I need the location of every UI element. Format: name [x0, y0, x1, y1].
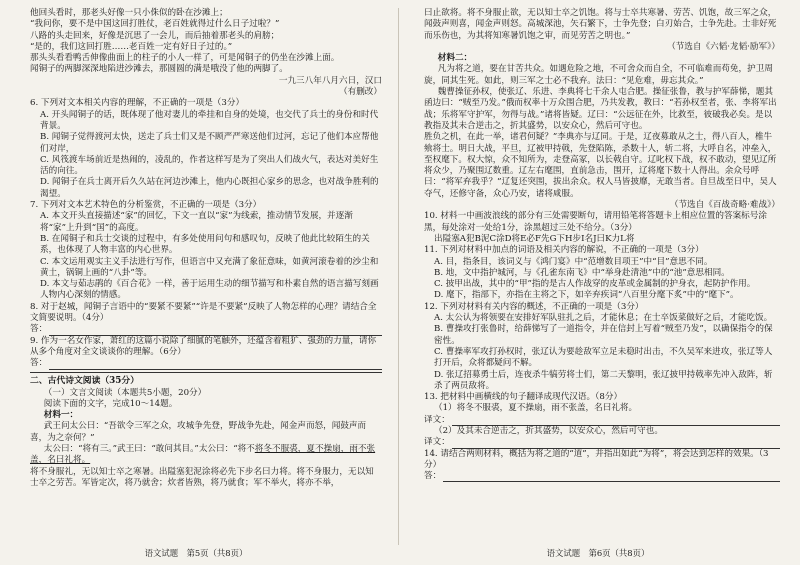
story-line: 八路的头走回来，好像是沉思了一会儿，而后抽着那老头的肩膀； [30, 30, 280, 41]
q12-option-a: A. 太公认为将领要在安排好军队驻扎之后，才能休息；在士卒饭菜做好之后，才能吃饭。 [434, 313, 773, 324]
q6-option-a: A. 开头闻铜子的话，既体现了他对妻儿的牵挂和自身的处境，也交代了兵士的身份和时代背景。 [40, 109, 379, 131]
underlined-sentence: 将冬不服裘，夏不操扇，雨不张盖，名曰礼将。 [30, 443, 376, 466]
material-2-para: 魏曹操征孙权，使张辽、乐进、李典将七千余人屯合肥。操征张鲁，教与护军薛悌，题其函边曰：“贼至乃发。”俄而权率十万众围合肥，乃共发教，教曰：“若孙权至者，张、李将军出战；乐将军守护军，勿得与战。”诸将皆疑。辽曰：“公远征在外，比救至，彼破我必矣。是以教指及其未合逆击之，折其盛势，以安众心，然后可守也。 [424, 87, 777, 131]
answer-line [452, 416, 780, 426]
question-9-stem: 9. 作为一名女作家，萧红的这篇小说除了细腻的笔触外，还蕴含着粗犷、强劲的力量，请你从多个角度对全文谈谈你的理解。（6分） [30, 335, 377, 357]
source-1: （节选自《六韬·龙韬·励军》） [667, 41, 780, 52]
q11-option-c: C. 披甲出战，其中的“甲”指的是古人作战穿的皮革或金属制的护身衣，起防护作用。 [434, 279, 756, 290]
q6-option-d: D. 闻铜子在兵士离开后久久站在河边沙滩上，他内心既担心家乡的思念，也对战争胜利的渴望。 [40, 177, 379, 199]
q14-answer-area[interactable] [424, 471, 780, 482]
question-13-stem: 13. 把材料中画横线的句子翻译成现代汉语。（8分） [424, 392, 623, 403]
q7-option-a: A. 本文开头直接描述“家”的回忆，下文一直以“家”为线索，推动情节发展，并逐渐将“家”上升到“国”的高度。 [40, 211, 353, 233]
page-6 [402, 0, 794, 565]
q7-option-b: B. 在闻铜子和兵士交谈的过程中，有多处使用问句和感叹句，反映了他此比较陌生的关系，也体现了人物丰富的内心世界。 [40, 233, 370, 256]
page-footer: 语文试题 第5页（共8页） [144, 548, 248, 558]
story-line: 闻铜子的两脚深深地陷进沙滩去，那圆圆的满是哦没了他的两脚了。 [30, 64, 288, 75]
material-1-para: 太公曰：“将有三。”武王曰：“敢问其目。”太公曰：“将不将冬不服裘，夏不操扇，雨不张盖，名曰礼将。 [30, 443, 376, 466]
story-line: “我问你，要不是中国这回打胜仗，老百姓就得过什么日子过啦？” [30, 19, 280, 30]
q9-answer-label: 答： [30, 358, 48, 369]
q13-translation-2[interactable] [424, 437, 780, 448]
answer-line [452, 439, 780, 449]
page-5 [0, 0, 392, 565]
question-12-stem: 12. 下列对材料有关内容的概述，不正确的一项是（3分） [424, 301, 644, 312]
reading-instruction: 阅读下面的文字，完成10～14题。 [43, 398, 178, 409]
story-line: 他回头看时，那老头好像一只小侏似的卧在沙滩上； [30, 8, 228, 18]
question-10-stem: 10. 材料一中画波浪线的部分有三处需要断句，请用铅笔将答题卡上相应位置的答案标号涂黑，每处涂对一处给1分，涂黑超过三处不给分。（3分） [424, 211, 767, 233]
story-deletion-note: （有删改） [339, 87, 382, 98]
subsection-title: （一）文言文阅读（本题共5小题，20分） [43, 387, 207, 398]
story-line: “是的，我们这回打胜……老百姓一定有好日子过的。” [30, 41, 233, 52]
q8-answer-label: 答： [30, 324, 48, 335]
translation-label: 译文： [424, 437, 450, 448]
question-8-stem: 8. 对于赵城，闻铜子言语中的“要紧不要紧”“许是不要紧”反映了人物怎样的心理？请结合全文简要说明。（4分） [30, 301, 377, 324]
q6-option-b: B. 闻铜子觉得渡河太快，送走了兵士们又是不顾严严寒送他们过河，忘记了他们本应帮他们对岸， [40, 132, 379, 154]
answer-line [443, 472, 780, 482]
q6-option-c: C. 风筏渡车场前近是热闹的，凌乱的，作者这样写是为了突出人们战火气，表达对美好生活的向往。 [40, 154, 379, 177]
material-1-cont: 曰止欲将。将不身服止欲，无以知士卒之饥饱。将与士卒共寒暑、劳苦、饥饱，故三军之众，闻鼓声则喜，闻金声则怒。高城深池，矢石繁下，士争先登；白刃始合，士争先赴。士非好死而乐伤也，为其将知寒暑饥饱之审，而见劳苦之明也。” [424, 8, 777, 41]
material-2-para: 胜负之机，在此一举，诸君何疑？”李典亦与辽同。于是，辽夜募敢从之士，得八百人，椎牛飨将士。明日大战，平旦，辽被甲持戟，先登陷陈，杀数十人，斩二将，大呼自名，冲垒入，至权麾下。权大惊，众不知所为，走登高冢，以长戟自守。辽叱权下战，权不敢动，望见辽所将众少，乃聚围辽数重。辽左右麾围，直前急击，围开，辽将麾下数十人得出。余众号呼曰：“将军弃我乎？”辽复还突围，拔出余众。权人马皆披靡，无敢当者。自旦战至日中，吴人夺气，还修守备，众心乃安，诸将咸服。 [424, 132, 777, 199]
q12-option-d: D. 张辽招募勇士后，连夜杀牛犒劳将士们，第二天黎明，张辽披甲持戟率先冲入敌阵，斩杀了两员敌将。 [434, 369, 773, 391]
q10-sequence: 出隘塞A犯B泥C涂D将E必F先G下H步I名J曰K力L将 [434, 233, 635, 244]
answer-line [49, 360, 382, 370]
page-divider [398, 8, 399, 545]
material-1-para: 武王问太公曰：“吾欲令三军之众，攻城争先登，野战争先赴，闻金声而怒，闻鼓声而喜，为之奈何？” [30, 421, 367, 443]
material-1-para: 将不身服礼，无以知士卒之寒暑。出隘塞犯泥涂将必先下步名曰力将。将不身服力，无以知士卒之劳苦。军皆定次，将乃就舍；炊者皆熟，将乃就食；军不举火，将亦不举， [30, 466, 374, 488]
material-2-para: 凡为将之道，要在甘苦共众。如遇危险之地，不可舍众而自全，不可临难而苟免，护卫周旋，同其生死。如此，则三军之士必不我弃。法曰：“见危难，毋忘其众。” [424, 64, 773, 86]
q9-answer-area[interactable] [30, 358, 382, 369]
q14-answer-label: 答： [424, 471, 442, 482]
q7-option-d: D. 本文与茹志鹃的《百合花》一样，善于运用生动的细节描写和朴素自然的语言描写刻画人物内心深刻的情感。 [40, 279, 379, 301]
story-line: 那头头看看鸭舌伸像曲面上的柱子的小人一样了，可是闻铜子的仍坐在沙滩上面。 [30, 53, 340, 64]
question-11-stem: 11. 下列对材料中加点的词语及相关内容的解说，不正确的一项是（3分） [424, 245, 704, 256]
q12-option-b: B. 曹操攻打张鲁时，给薛悌写了一道指令，并在信封上写着“贼至乃发”，以确保指令的保密性。 [434, 324, 773, 346]
material-2-label: 材料二： [437, 53, 473, 64]
q11-option-a: A. 目，指条目，该词义与《鸿门宴》中“范增数目项王”中“目”意思不同。 [434, 256, 713, 267]
question-6-stem: 6. 下列对文本相关内容的理解，不正确的一项是（3分） [30, 98, 245, 109]
q13-sentence-1: （1）将冬不服裘，夏不操扇，雨不张盖，名曰礼将。 [434, 403, 638, 414]
section-2-title: 二、古代诗文阅读（35分） [30, 375, 140, 386]
translation-label: 译文： [424, 414, 450, 425]
q7-option-c: C. 本文运用观实主义手法进行写作，但语言中又充满了象征意味，如黄河滚卷着的沙尘和黄土，锅铜上画的“八卦”等。 [40, 256, 379, 278]
page-footer: 语文试题 第6页（共8页） [546, 548, 650, 558]
q11-option-b: B. 地，文中指护城河，与《孔雀东南飞》中“举身赴清池”中的“池”意思相同。 [434, 267, 730, 278]
q13-sentence-2: （2）及其未合逆击之，折其盛势，以安众心，然后可守也。 [434, 425, 663, 436]
q11-option-d: D. 麾下，指部下，亦指在主将之下，如辛弃疾词“八百里分麾下炙”中的“麾下”。 [434, 290, 739, 301]
section-divider [30, 372, 382, 373]
q8-answer-area[interactable] [30, 324, 382, 335]
answer-line [49, 326, 382, 336]
q12-option-c: C. 曹操率军攻打孙权时，张辽认为要趁敌军立足未稳时出击，不久吴军来进攻，张辽等人打开后，众将都疑问不解。 [434, 346, 773, 369]
question-14-stem: 14. 请结合两则材料，概括为将之道的“道”，并指出如此“为将”，将会达到怎样的效果。（3分） [424, 448, 769, 470]
story-date: 一九三八年八月六日，汉口 [278, 75, 382, 86]
question-7-stem: 7. 下列对文本艺术特色的分析鉴赏，不正确的一项是（3分） [30, 200, 262, 211]
material-1-label: 材料一： [43, 410, 79, 421]
source-2: （节选自《百战奇略·难战》） [669, 200, 780, 211]
q13-translation-1[interactable] [424, 415, 780, 426]
